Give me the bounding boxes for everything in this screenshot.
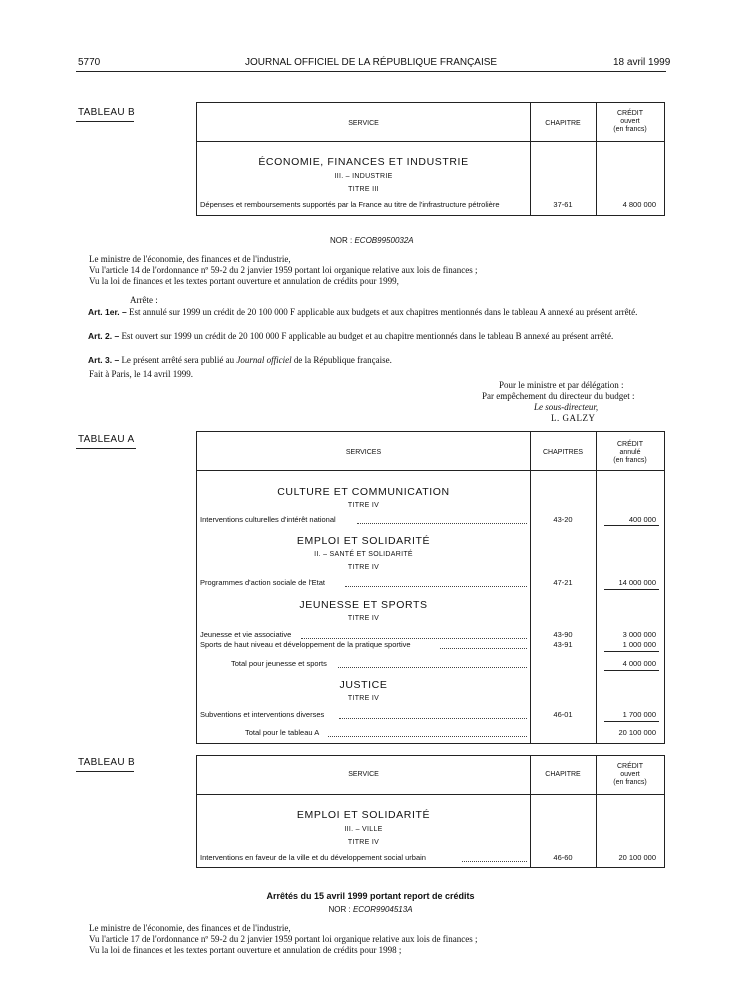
table-b2-row-chapitre: 46-60: [553, 853, 573, 862]
table-b1-section-title: ÉCONOMIE, FINANCES ET INDUSTRIE: [258, 156, 469, 168]
table-b2-col-credit-line2: ouvert: [620, 771, 640, 778]
decree-arrete: Arrête :: [130, 295, 158, 305]
table-a-row-jeunesse-label: Jeunesse et vie associative: [200, 630, 292, 639]
table-a-total-jeunesse-dots: [338, 667, 527, 668]
table-a-label-underline: [76, 448, 136, 449]
footer-nor-line: [0, 905, 731, 914]
table-b2-label: TABLEAU B: [78, 757, 135, 768]
article-2-label: Art. 2. –: [88, 331, 120, 341]
table-a-row-emploi-chapitre: 47-21: [553, 578, 573, 587]
table-a-row-culture-dots: [357, 523, 527, 524]
article-3-text-b: de la République française.: [293, 355, 392, 365]
journal-title: JOURNAL OFFICIEL DE LA RÉPUBLIQUE FRANÇAISE: [245, 57, 498, 68]
table-a-row-culture-label: Interventions culturelles d'intérêt national: [200, 515, 336, 524]
table-a-col-credit: [596, 441, 664, 465]
table-b2-titre: TITRE IV: [347, 839, 380, 846]
header-rule: [76, 71, 666, 72]
footer-line-1: Le ministre de l'économie, des finances et de l'industrie,: [89, 923, 291, 933]
table-a-grand-total-dots: [328, 736, 527, 737]
table-a-row-justice-amount: 1 700 000: [622, 710, 656, 719]
table-b2: [196, 755, 665, 868]
table-a-section-justice: JUSTICE: [339, 679, 388, 691]
table-b1-header-rule: [197, 141, 664, 142]
signature-name: L. GALZY: [551, 413, 596, 423]
article-3-text-italic: Journal officiel: [236, 355, 292, 365]
article-3-text-a: Le présent arrêté sera publié au: [121, 355, 235, 365]
table-a-row-sports-dots: [440, 648, 527, 649]
table-b2-label-underline: [76, 771, 134, 772]
table-b1-row-chapitre: 37-61: [553, 200, 573, 209]
table-a-emploi-titre: TITRE IV: [347, 564, 380, 571]
table-a-total-jeunesse-label: Total pour jeunesse et sports: [231, 659, 327, 668]
table-b1-row-amount: 4 800 000: [622, 200, 656, 209]
table-b1-col-credit-line1: CRÉDIT: [616, 110, 644, 117]
table-b2-col-credit: [596, 763, 664, 787]
fait-a-paris: Fait à Paris, le 14 avril 1999.: [89, 369, 193, 379]
table-a-col-credit-line1: CRÉDIT: [616, 441, 644, 448]
table-b1-label-underline: [76, 121, 134, 122]
table-a-row-emploi-amount: 14 000 000: [618, 578, 656, 587]
table-a-justice-sum-line: [604, 721, 659, 722]
table-a-row-justice-dots: [339, 718, 527, 719]
table-a-col-credit-line3: (en francs): [613, 457, 647, 464]
table-a-section-culture: CULTURE ET COMMUNICATION: [277, 486, 450, 498]
table-b1-subtitle: III. – INDUSTRIE: [334, 173, 393, 180]
table-b1-titre: TITRE III: [348, 186, 379, 193]
footer-line-3: Vu la loi de finances et les textes portant ouverture et annulation de crédits pour 1998 ;: [89, 945, 402, 955]
table-b2-col-service: SERVICE: [348, 771, 379, 778]
table-b2-row-dots: [462, 861, 527, 862]
table-a-col-divider-2: [596, 432, 597, 743]
nor-prefix: NOR :: [330, 236, 353, 245]
nor-line: [330, 236, 414, 245]
table-a-row-sports-amount: 1 000 000: [622, 640, 656, 649]
table-a: [196, 431, 665, 744]
table-b2-col-credit-line3: (en francs): [613, 779, 647, 786]
article-1-label: Art. 1er. –: [88, 307, 127, 317]
article-2-text: Est ouvert sur 1999 un crédit de 20 100 000 F applicable au budget et au chapitre mentionnés dans le tableau B annexé au présent arrêté.: [121, 331, 614, 341]
table-b1-col-chapitre: CHAPITRE: [545, 120, 581, 127]
table-b2-col-chapitre: CHAPITRE: [545, 771, 581, 778]
table-b1: [196, 102, 665, 216]
table-a-col-divider-1: [530, 432, 531, 743]
signature-line-2: Par empêchement du directeur du budget :: [482, 391, 635, 401]
table-a-jeunesse-total-line: [604, 670, 659, 671]
table-b2-subtitle: III. – VILLE: [344, 826, 383, 833]
table-a-row-sports-chapitre: 43-91: [553, 640, 573, 649]
table-a-culture-subtotal-line: [604, 525, 659, 526]
footer-nor-code: ECOR9904513A: [352, 905, 413, 914]
table-a-culture-titre: TITRE IV: [347, 502, 380, 509]
signature-line-3: Le sous-directeur,: [534, 402, 599, 412]
table-a-row-culture-chapitre: 43-20: [553, 515, 573, 524]
table-a-header-rule: [197, 470, 664, 471]
table-a-row-justice-label: Subventions et interventions diverses: [200, 710, 325, 719]
footer-line-2: Vu l'article 17 de l'ordonnance nº 59-2 du 2 janvier 1959 portant loi organique relative aux lois de finances ;: [89, 934, 478, 944]
page-number: 5770: [78, 57, 101, 68]
table-a-jeunesse-sum-line: [604, 651, 659, 652]
article-1: [78, 307, 666, 318]
table-a-row-jeunesse-chapitre: 43-90: [553, 630, 573, 639]
nor-code: ECOB9950032A: [354, 236, 414, 245]
table-a-section-emploi: EMPLOI ET SOLIDARITÉ: [296, 535, 431, 547]
signature-line-1: Pour le ministre et par délégation :: [499, 380, 624, 390]
table-a-row-jeunesse-amount: 3 000 000: [622, 630, 656, 639]
table-b1-row-label: Dépenses et remboursements supportés par la France au titre de l'infrastructure pétrolière: [200, 200, 500, 209]
table-a-row-jeunesse-dots: [301, 638, 527, 639]
decree-line-3: Vu la loi de finances et les textes portant ouverture et annulation de crédits pour 1999,: [89, 276, 399, 286]
decree-line-2: Vu l'article 14 de l'ordonnance nº 59-2 du 2 janvier 1959 portant loi organique relative aux lois de finances ;: [89, 265, 478, 275]
table-a-row-justice-chapitre: 46-01: [553, 710, 573, 719]
table-a-row-emploi-label: Programmes d'action sociale de l'Etat: [200, 578, 326, 587]
table-a-grand-total-label: Total pour le tableau A: [245, 728, 320, 737]
table-b2-section-title: EMPLOI ET SOLIDARITÉ: [296, 809, 431, 821]
table-a-jeunesse-titre: TITRE IV: [347, 615, 380, 622]
table-b2-col-credit-line1: CRÉDIT: [616, 763, 644, 770]
table-a-col-services: SERVICES: [345, 449, 382, 456]
table-a-label: TABLEAU A: [78, 434, 135, 445]
article-2: [78, 331, 666, 342]
table-a-grand-total-amount: 20 100 000: [618, 728, 656, 737]
table-a-col-credit-line2: annulé: [619, 449, 641, 456]
table-b1-label: TABLEAU B: [78, 107, 135, 118]
table-a-justice-titre: TITRE IV: [347, 695, 380, 702]
table-a-emploi-subtotal-line: [604, 589, 659, 590]
table-b1-col-credit: [596, 110, 664, 134]
table-b1-col-service: SERVICE: [348, 120, 379, 127]
table-b2-header-rule: [197, 794, 664, 795]
article-1-text: Est annulé sur 1999 un crédit de 20 100 000 F applicable aux budgets et aux chapitres mentionnés dans le tableau A annexé au présent arrêté.: [129, 307, 638, 317]
publication-date: 18 avril 1999: [613, 57, 671, 68]
arretes-title: Arrêtés du 15 avril 1999 portant report de crédits: [266, 891, 475, 901]
table-b1-col-credit-line3: (en francs): [613, 126, 647, 133]
article-3: [88, 355, 392, 366]
table-a-row-culture-amount: 400 000: [628, 515, 656, 524]
table-b2-row-amount: 20 100 000: [618, 853, 656, 862]
table-a-section-jeunesse: JEUNESSE ET SPORTS: [299, 599, 428, 611]
decree-line-1: Le ministre de l'économie, des finances et de l'industrie,: [89, 254, 291, 264]
table-b2-row-label: Interventions en faveur de la ville et du développement social urbain: [200, 853, 426, 862]
table-a-col-chapitres: CHAPITRES: [542, 449, 584, 456]
table-b1-col-credit-line2: ouvert: [620, 118, 640, 125]
footer-nor-prefix: NOR :: [328, 905, 351, 914]
article-3-label: Art. 3. –: [88, 355, 120, 365]
table-a-row-sports-label: Sports de haut niveau et développement de la pratique sportive: [200, 640, 411, 649]
table-a-emploi-subtitle: II. – SANTÉ ET SOLIDARITÉ: [314, 551, 413, 558]
table-a-total-jeunesse-amount: 4 000 000: [622, 659, 656, 668]
table-a-row-emploi-dots: [345, 586, 527, 587]
